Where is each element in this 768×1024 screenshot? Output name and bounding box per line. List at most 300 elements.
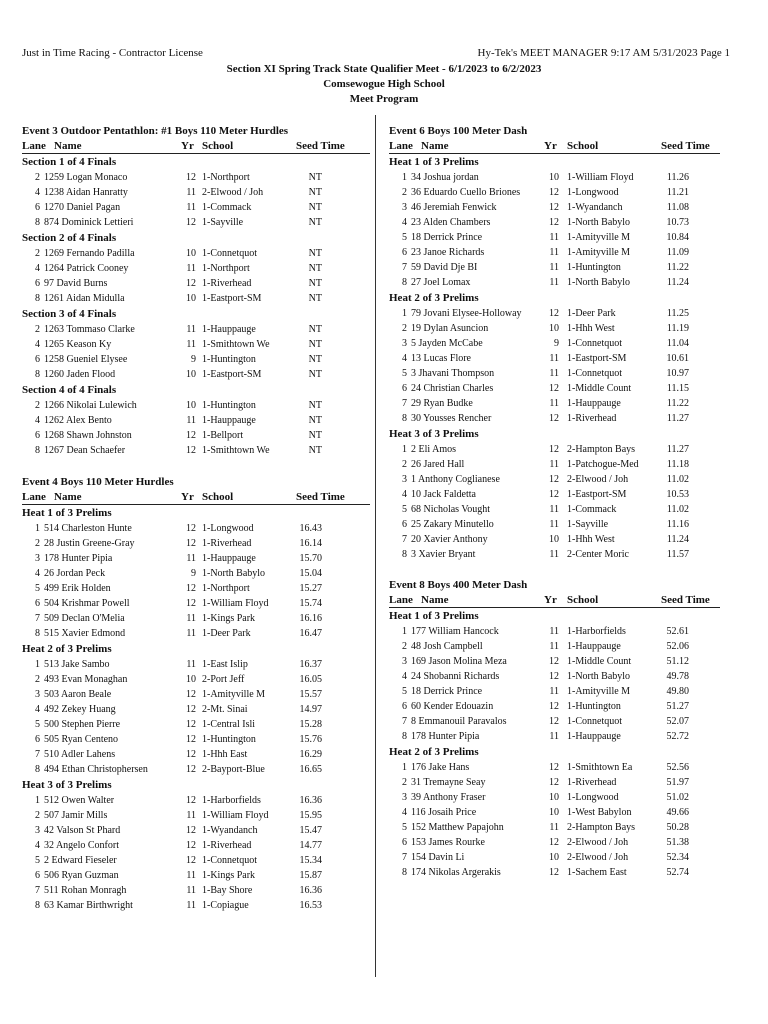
lane-number: 7 (402, 262, 407, 273)
school-name: 1-Wyandanch (202, 825, 258, 836)
lane-number: 6 (402, 701, 407, 712)
entry-row (22, 793, 370, 808)
school-name: 1-Longwood (202, 523, 254, 534)
athlete-year: 12 (186, 598, 196, 609)
seed-time: NT (308, 354, 322, 365)
school-name: 1-Sayville (202, 217, 244, 228)
school-name: 1-Huntington (202, 400, 256, 411)
school-name: 1-William Floyd (567, 172, 634, 183)
athlete-name: 31 Tremayne Seay (411, 777, 486, 788)
lane-number: 2 (402, 641, 407, 652)
school-name: 1-Sachem East (567, 867, 627, 878)
entry-row (22, 337, 370, 352)
athlete-year: 11 (186, 324, 196, 335)
school-name: 2-Center Moric (567, 549, 629, 560)
seed-time: 51.27 (666, 701, 689, 712)
school-name: 1-Riverhead (567, 413, 617, 424)
seed-time: 11.02 (666, 474, 689, 485)
lane-number: 4 (35, 840, 40, 851)
athlete-name: 97 David Burns (44, 278, 108, 289)
athlete-year: 11 (186, 339, 196, 350)
school-name: 1-Amityville M (567, 686, 631, 697)
seed-time: 11.24 (666, 277, 689, 288)
school-name: 1-Deer Park (567, 308, 616, 319)
school-name: 1-Hhh West (567, 323, 615, 334)
athlete-year: 12 (186, 583, 196, 594)
event-title: Event 6 Boys 100 Meter Dash (389, 125, 528, 137)
meet-subtitle: Meet Program (349, 93, 419, 105)
school-name: 1-North Babylo (567, 671, 631, 682)
seed-time: 52.74 (666, 867, 689, 878)
seed-time: NT (308, 202, 322, 213)
seed-time: 15.76 (299, 734, 322, 745)
school-name: 1-Bay Shore (202, 885, 253, 896)
seed-time: 11.22 (666, 262, 689, 273)
school-name: 2-Port Jeff (202, 674, 245, 685)
seed-time: 11.16 (666, 519, 689, 530)
event-block (389, 124, 720, 562)
school-name: 2-Hampton Bays (567, 444, 636, 455)
entry-row (389, 547, 720, 562)
entry-row (22, 276, 370, 291)
seed-time: 52.06 (666, 641, 689, 652)
athlete-name: 29 Ryan Budke (411, 398, 473, 409)
seed-time: 15.57 (299, 689, 322, 700)
athlete-name: 42 Valson St Phard (44, 825, 121, 836)
athlete-name: 13 Lucas Flore (411, 353, 471, 364)
athlete-year: 11 (186, 263, 196, 274)
athlete-year: 12 (549, 217, 559, 228)
lane-number: 5 (35, 583, 40, 594)
seed-time: 15.04 (299, 568, 322, 579)
athlete-year: 11 (186, 553, 196, 564)
lane-number: 2 (35, 810, 40, 821)
entry-row (22, 443, 370, 458)
school-name: 1-Eastport-SM (567, 353, 627, 364)
school-name: 1-Smithtown Ea (567, 762, 633, 773)
meet-title: Section XI Spring Track State Qualifier Meet - 6/1/2023 to 6/2/2023 (226, 63, 542, 75)
athlete-name: 63 Kamar Birthwright (44, 900, 133, 911)
seed-time: 11.25 (666, 308, 689, 319)
entry-row (389, 805, 720, 820)
seed-time: 15.34 (299, 855, 322, 866)
athlete-year: 12 (186, 172, 196, 183)
lane-number: 2 (402, 323, 407, 334)
entry-row (389, 366, 720, 381)
seed-time: 16.05 (299, 674, 322, 685)
heat-title: Section 1 of 4 Finals (22, 156, 117, 168)
seed-time: NT (308, 445, 322, 456)
lane-number: 1 (402, 172, 407, 183)
athlete-year: 12 (549, 701, 559, 712)
lane-number: 8 (402, 549, 407, 560)
entry-row (22, 521, 370, 536)
school-name: 1-North Babylo (202, 568, 266, 579)
athlete-name: 169 Jason Molina Meza (411, 656, 507, 667)
athlete-name: 2 Eli Amos (411, 444, 457, 455)
col-header-name: Name (54, 491, 82, 503)
school-name: 1-Harborfields (202, 795, 261, 806)
athlete-name: 1262 Alex Bento (44, 415, 112, 426)
lane-number: 1 (402, 444, 407, 455)
athlete-name: 5 Jayden McCabe (411, 338, 483, 349)
entry-row (389, 306, 720, 321)
athlete-name: 512 Owen Walter (44, 795, 115, 806)
athlete-name: 1258 Gueniel Elysee (44, 354, 128, 365)
seed-time: NT (308, 415, 322, 426)
seed-time: 15.87 (299, 870, 322, 881)
entry-row (389, 729, 720, 744)
lane-number: 7 (402, 398, 407, 409)
col-header-seed: Seed Time (296, 140, 345, 152)
school-name: 1-Amityville M (202, 689, 266, 700)
athlete-name: 10 Jack Faldetta (411, 489, 476, 500)
school-name: 1-Longwood (567, 792, 619, 803)
lane-number: 6 (402, 247, 407, 258)
entry-row (22, 611, 370, 626)
entry-row (22, 853, 370, 868)
entry-row (22, 898, 370, 913)
seed-time: 16.29 (299, 749, 322, 760)
athlete-name: 39 Anthony Fraser (411, 792, 486, 803)
athlete-name: 116 Josaih Price (411, 807, 477, 818)
entry-row (22, 291, 370, 306)
lane-number: 2 (402, 459, 407, 470)
lane-number: 3 (402, 202, 407, 213)
seed-time: 16.43 (299, 523, 322, 534)
school-name: 2-Mt. Sinai (202, 704, 248, 715)
entry-row (22, 747, 370, 762)
athlete-name: 1270 Daniel Pagan (44, 202, 121, 213)
entry-row (389, 835, 720, 850)
athlete-name: 2 Edward Fieseler (44, 855, 117, 866)
seed-time: 11.22 (666, 398, 689, 409)
athlete-name: 874 Dominick Lettieri (44, 217, 134, 228)
school-name: 1-Northport (202, 583, 250, 594)
athlete-year: 11 (186, 870, 196, 881)
seed-time: 10.84 (666, 232, 689, 243)
event-block (389, 578, 720, 880)
seed-time: 11.18 (666, 459, 689, 470)
entry-row (389, 624, 720, 639)
entry-row (389, 170, 720, 185)
entry-row (22, 717, 370, 732)
athlete-name: 8 Emmanouil Paravalos (411, 716, 507, 727)
lane-number: 5 (402, 822, 407, 833)
athlete-year: 12 (549, 187, 559, 198)
heat-title: Heat 2 of 3 Prelims (389, 292, 479, 304)
entry-row (389, 200, 720, 215)
entry-row (22, 687, 370, 702)
entry-row (22, 322, 370, 337)
athlete-year: 10 (549, 792, 559, 803)
column-header (22, 490, 370, 505)
lane-number: 1 (402, 308, 407, 319)
seed-time: 16.37 (299, 659, 322, 670)
column-header (389, 139, 720, 154)
school-name: 1-Huntington (202, 734, 256, 745)
seed-time: 16.65 (299, 764, 322, 775)
athlete-year: 11 (186, 613, 196, 624)
entry-row (389, 215, 720, 230)
lane-number: 4 (35, 339, 40, 350)
school-name: 1-William Floyd (202, 810, 269, 821)
school-name: 1-Riverhead (202, 278, 252, 289)
lane-number: 6 (402, 383, 407, 394)
athlete-year: 12 (186, 795, 196, 806)
lane-number: 8 (35, 628, 40, 639)
lane-number: 2 (35, 538, 40, 549)
seed-time: 15.70 (299, 553, 322, 564)
athlete-name: 504 Krishmar Powell (44, 598, 130, 609)
school-name: 1-East Islip (202, 659, 248, 670)
lane-number: 8 (402, 413, 407, 424)
athlete-year: 9 (191, 354, 196, 365)
school-name: 1-Hauppauge (202, 324, 256, 335)
athlete-name: 1260 Jaden Flood (44, 369, 116, 380)
meet-location: Comsewogue High School (323, 78, 445, 90)
athlete-year: 11 (549, 262, 559, 273)
col-header-yr: Yr (544, 594, 557, 606)
entry-row (389, 760, 720, 775)
lane-number: 4 (35, 568, 40, 579)
athlete-name: 59 David Dje BI (411, 262, 478, 273)
school-name: 1-Hauppauge (567, 398, 621, 409)
lane-number: 4 (402, 489, 407, 500)
athlete-year: 11 (549, 731, 559, 742)
athlete-name: 1266 Nikolai Lulewich (44, 400, 137, 411)
seed-time: NT (308, 400, 322, 411)
lane-number: 6 (35, 430, 40, 441)
lane-number: 6 (402, 837, 407, 848)
athlete-year: 12 (549, 656, 559, 667)
seed-time: 16.47 (299, 628, 322, 639)
lane-number: 2 (35, 674, 40, 685)
athlete-year: 11 (186, 415, 196, 426)
athlete-name: 1238 Aidan Hanratty (44, 187, 128, 198)
athlete-year: 12 (549, 202, 559, 213)
entry-row (389, 487, 720, 502)
seed-time: 11.21 (666, 187, 689, 198)
seed-time: NT (308, 369, 322, 380)
entry-row (22, 626, 370, 641)
lane-number: 6 (35, 870, 40, 881)
athlete-name: 178 Hunter Pipia (44, 553, 113, 564)
seed-time: 51.02 (666, 792, 689, 803)
lane-number: 8 (35, 369, 40, 380)
athlete-year: 11 (549, 232, 559, 243)
entry-row (22, 883, 370, 898)
lane-number: 5 (402, 686, 407, 697)
school-name: 1-Northport (202, 263, 250, 274)
athlete-name: 79 Jovani Elysee-Holloway (411, 308, 522, 319)
school-name: 1-Wyandanch (567, 202, 623, 213)
entry-row (22, 215, 370, 230)
event-block (22, 475, 370, 913)
col-header-lane: Lane (389, 140, 413, 152)
seed-time: 11.02 (666, 504, 689, 515)
lane-number: 8 (35, 293, 40, 304)
entry-row (389, 457, 720, 472)
athlete-name: 503 Aaron Beale (44, 689, 112, 700)
col-header-name: Name (54, 140, 82, 152)
seed-time: 11.08 (666, 202, 689, 213)
school-name: 1-Smithtown We (202, 445, 270, 456)
entry-row (22, 868, 370, 883)
lane-number: 6 (35, 202, 40, 213)
athlete-year: 12 (186, 764, 196, 775)
athlete-name: 1261 Aidan Midulla (44, 293, 125, 304)
athlete-name: 1267 Dean Schaefer (44, 445, 126, 456)
school-name: 1-Copiague (202, 900, 249, 911)
entry-row (389, 790, 720, 805)
athlete-year: 11 (186, 628, 196, 639)
entry-row (22, 536, 370, 551)
seed-time: 49.80 (666, 686, 689, 697)
athlete-name: 24 Christian Charles (411, 383, 494, 394)
entry-row (389, 502, 720, 517)
athlete-name: 1264 Patrick Cooney (44, 263, 129, 274)
lane-number: 5 (402, 368, 407, 379)
heat-title: Section 3 of 4 Finals (22, 308, 117, 320)
entry-row (389, 532, 720, 547)
seed-time: 11.27 (666, 413, 689, 424)
athlete-year: 12 (186, 523, 196, 534)
lane-number: 7 (35, 613, 40, 624)
lane-number: 3 (35, 553, 40, 564)
athlete-year: 12 (549, 444, 559, 455)
lane-number: 2 (35, 172, 40, 183)
athlete-year: 11 (549, 549, 559, 560)
school-name: 1-Middle Count (567, 656, 632, 667)
event-block (22, 124, 370, 458)
athlete-name: 509 Declan O'Melia (44, 613, 125, 624)
col-header-yr: Yr (181, 140, 194, 152)
entry-row (22, 581, 370, 596)
athlete-year: 12 (186, 734, 196, 745)
athlete-name: 46 Jeremiah Fenwick (411, 202, 497, 213)
athlete-name: 492 Zekey Huang (44, 704, 116, 715)
event-title: Event 4 Boys 110 Meter Hurdles (22, 476, 174, 488)
seed-time: 11.26 (666, 172, 689, 183)
athlete-name: 48 Josh Campbell (411, 641, 483, 652)
athlete-year: 12 (549, 867, 559, 878)
seed-time: 52.07 (666, 716, 689, 727)
athlete-year: 11 (549, 398, 559, 409)
athlete-name: 23 Janoe Richards (411, 247, 485, 258)
entry-row (22, 413, 370, 428)
entry-row (22, 657, 370, 672)
lane-number: 1 (35, 523, 40, 534)
col-header-yr: Yr (544, 140, 557, 152)
lane-number: 8 (402, 731, 407, 742)
school-name: 2-Elwood / Joh (567, 474, 629, 485)
lane-number: 4 (402, 217, 407, 228)
athlete-year: 12 (186, 825, 196, 836)
lane-number: 8 (35, 445, 40, 456)
entry-row (22, 596, 370, 611)
school-name: 2-Elwood / Joh (567, 852, 629, 863)
seed-time: 10.61 (666, 353, 689, 364)
lane-number: 3 (35, 689, 40, 700)
athlete-year: 12 (186, 704, 196, 715)
seed-time: NT (308, 263, 322, 274)
athlete-year: 10 (549, 852, 559, 863)
athlete-year: 10 (549, 323, 559, 334)
athlete-name: 499 Erik Holden (44, 583, 111, 594)
col-header-name: Name (421, 140, 449, 152)
lane-number: 3 (35, 825, 40, 836)
school-name: 1-Patchogue-Med (567, 459, 639, 470)
column-header (22, 139, 370, 154)
seed-time: 11.24 (666, 534, 689, 545)
seed-time: 49.66 (666, 807, 689, 818)
athlete-year: 9 (191, 568, 196, 579)
athlete-year: 10 (186, 248, 196, 259)
school-name: 1-Eastport-SM (567, 489, 627, 500)
entry-row (22, 732, 370, 747)
seed-time: 11.04 (666, 338, 689, 349)
school-name: 1-Sayville (567, 519, 609, 530)
athlete-name: 507 Jamir Mills (44, 810, 108, 821)
lane-number: 1 (35, 659, 40, 670)
seed-time: 51.97 (666, 777, 689, 788)
school-name: 1-Amityville M (567, 232, 631, 243)
athlete-year: 10 (186, 674, 196, 685)
entry-row (22, 352, 370, 367)
school-name: 1-Commack (202, 202, 252, 213)
seed-time: 11.27 (666, 444, 689, 455)
heat-title: Section 2 of 4 Finals (22, 232, 117, 244)
seed-time: 15.27 (299, 583, 322, 594)
athlete-year: 12 (549, 671, 559, 682)
entry-row (389, 230, 720, 245)
athlete-year: 12 (549, 777, 559, 788)
athlete-year: 10 (186, 369, 196, 380)
seed-time: 51.38 (666, 837, 689, 848)
athlete-name: 174 Nikolas Argerakis (411, 867, 501, 878)
lane-number: 3 (402, 338, 407, 349)
athlete-year: 12 (186, 689, 196, 700)
school-name: 1-Amityville M (567, 247, 631, 258)
lane-number: 1 (35, 795, 40, 806)
lane-number: 5 (402, 504, 407, 515)
lane-number: 5 (402, 232, 407, 243)
col-header-school: School (567, 140, 599, 152)
school-name: 1-Riverhead (202, 840, 252, 851)
athlete-year: 12 (186, 749, 196, 760)
school-name: 1-Connetquot (567, 368, 622, 379)
athlete-name: 1259 Logan Monaco (44, 172, 128, 183)
seed-time: NT (308, 248, 322, 259)
page-header-right: Hy-Tek's MEET MANAGER 9:17 AM 5/31/2023 Page 1 (477, 47, 730, 59)
school-name: 1-William Floyd (202, 598, 269, 609)
school-name: 1-Smithtown We (202, 339, 270, 350)
seed-time: 10.53 (666, 489, 689, 500)
lane-number: 6 (35, 734, 40, 745)
entry-row (389, 639, 720, 654)
entry-row (22, 762, 370, 777)
entry-row (389, 245, 720, 260)
entry-row (389, 654, 720, 669)
event-title: Event 8 Boys 400 Meter Dash (389, 579, 528, 591)
athlete-year: 12 (186, 538, 196, 549)
athlete-year: 11 (549, 368, 559, 379)
school-name: 1-Hhh West (567, 534, 615, 545)
athlete-year: 12 (549, 716, 559, 727)
athlete-name: 3 Jhavani Thompson (411, 368, 495, 379)
athlete-name: 26 Jared Hall (411, 459, 465, 470)
